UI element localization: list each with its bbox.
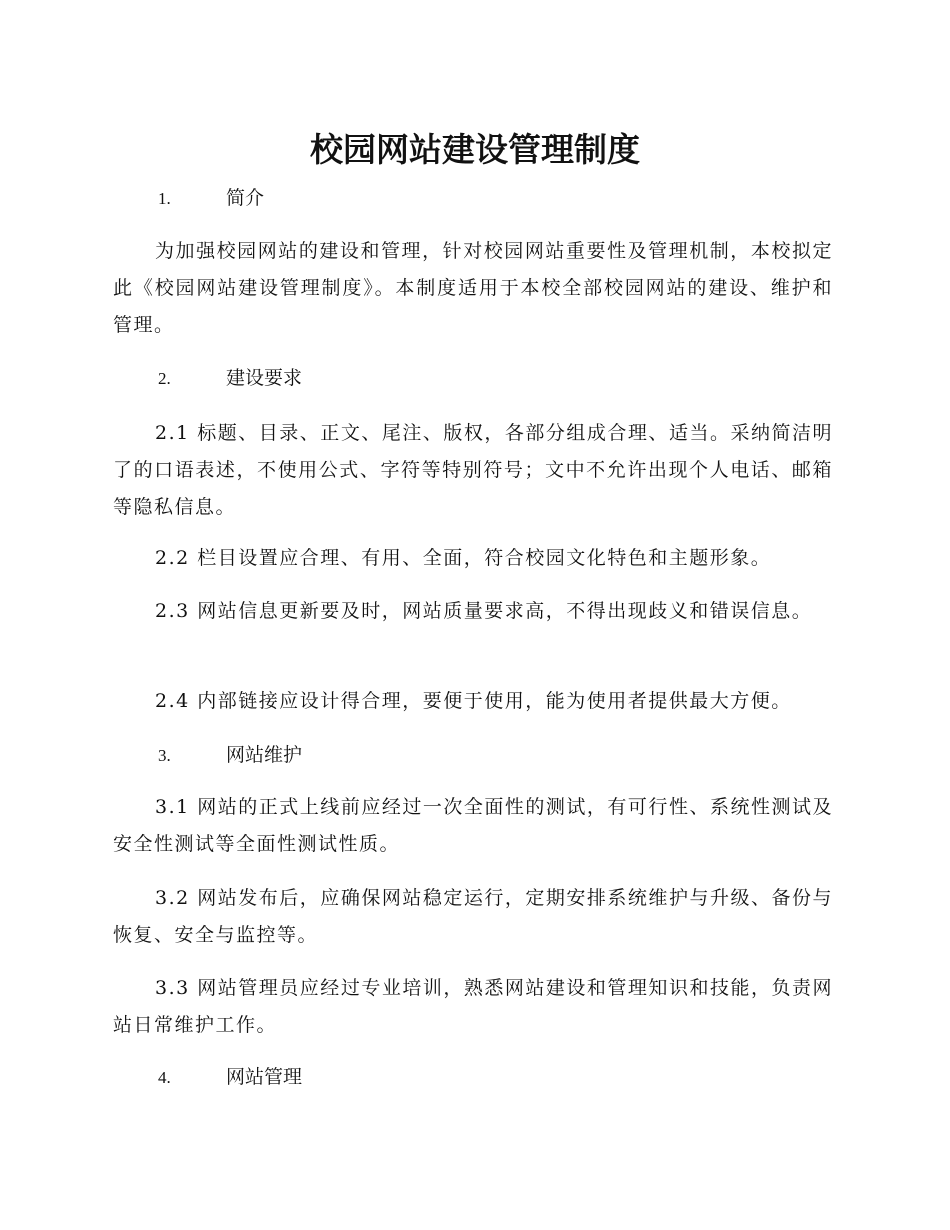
section-number: 1. [158,189,171,208]
section-title: 网站维护 [226,744,303,766]
paragraph-2-4: 2.4 内部链接应设计得合理，要便于使用，能为使用者提供最大方便。 [155,690,792,712]
section-heading-2 [158,364,302,392]
section-number: 2. [158,369,171,388]
document-title: 校园网站建设管理制度 [310,130,640,169]
section-heading-1 [158,184,264,212]
paragraph-2-1: 2.1 标题、目录、正文、尾注、版权，各部分组成合理、适当。采纳简洁明了的口语表述，不使用公式、字符等特别符号；文中不允许出现个人电话、邮箱等隐私信息。 [113,422,833,518]
section-title: 网站管理 [226,1066,303,1088]
paragraph-2-2: 2.2 栏目设置应合理、有用、全面，符合校园文化特色和主题形象。 [155,547,772,569]
section-heading-3 [158,741,302,769]
paragraph-1: 为加强校园网站的建设和管理，针对校园网站重要性及管理机制，本校拟定此《校园网站建设管理制度》。本制度适用于本校全部校园网站的建设、维护和管理。 [113,240,833,336]
section-number: 4. [158,1068,171,1087]
paragraph-3-2: 3.2 网站发布后，应确保网站稳定运行，定期安排系统维护与升级、备份与恢复、安全与监控等。 [113,887,833,946]
paragraph-3-3: 3.3 网站管理员应经过专业培训，熟悉网站建设和管理知识和技能，负责网站日常维护工作。 [113,977,833,1036]
paragraph-2-3: 2.3 网站信息更新要及时，网站质量要求高，不得出现歧义和错误信息。 [155,600,813,622]
section-heading-4 [158,1063,302,1091]
paragraph-3-1: 3.1 网站的正式上线前应经过一次全面性的测试，有可行性、系统性测试及安全性测试等全面性测试性质。 [113,796,833,855]
section-title: 建设要求 [226,367,303,389]
section-title: 简介 [226,187,265,209]
section-number: 3. [158,746,171,765]
